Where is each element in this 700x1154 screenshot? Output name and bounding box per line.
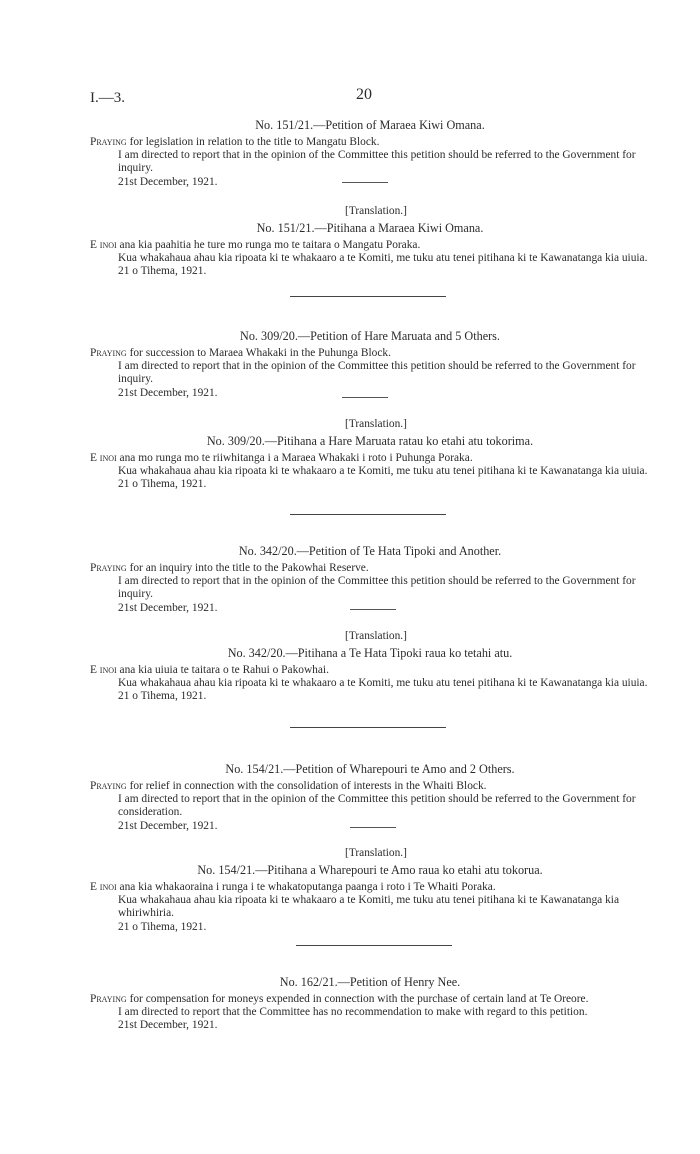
- prayer-lead: Praying: [90, 780, 127, 792]
- translation-date: 21 o Tihema, 1921.: [118, 478, 207, 491]
- divider: [350, 827, 396, 828]
- divider: [342, 182, 388, 183]
- translation-date: 21 o Tihema, 1921.: [118, 690, 207, 703]
- committee-report: I am directed to report that in the opinion of the Committee this petition should be referred to the Government for consideration.: [118, 793, 636, 819]
- translation-prayer: [90, 239, 650, 252]
- parliamentary-paper-ref: I.—3.: [90, 90, 125, 106]
- translation-label: [Translation.]: [345, 418, 407, 430]
- translation-title: No. 154/21.—Pitihana a Wharepouri te Amo raua ko etahi atu tokorua.: [197, 863, 543, 877]
- petition-154-21: [90, 762, 650, 833]
- committee-report: I am directed to report that the Committee has no recommendation to make with regard to this petition.: [118, 1006, 588, 1019]
- report-date: 21st December, 1921.: [118, 386, 218, 399]
- petition-prayer: [90, 347, 650, 360]
- petition-title: No. 151/21.—Petition of Maraea Kiwi Omana.: [255, 118, 485, 132]
- section-divider: [290, 296, 446, 297]
- prayer-text: for succession to Maraea Whakaki in the Puhunga Block.: [126, 347, 391, 359]
- prayer-text: ana kia whakaoraina i runga i te whakatoputanga paanga i roto i Te Whaiti Poraka.: [116, 881, 496, 893]
- section-divider: [296, 945, 452, 946]
- report-date: 21st December, 1921.: [118, 601, 218, 614]
- prayer-text: ana kia paahitia he ture mo runga mo te taitara o Mangatu Poraka.: [116, 239, 421, 251]
- section-divider: [290, 514, 446, 515]
- report-date: 21st December, 1921.: [118, 175, 218, 188]
- committee-report: I am directed to report that in the opinion of the Committee this petition should be referred to the Government for inquiry.: [118, 360, 636, 386]
- translation-342-20: [90, 629, 650, 704]
- translation-date: 21 o Tihema, 1921.: [118, 920, 207, 933]
- translation-title: No. 342/20.—Pitihana a Te Hata Tipoki raua ko tetahi atu.: [227, 646, 513, 660]
- translation-151-21: [90, 204, 650, 279]
- translation-title: No. 309/20.—Pitihana a Hare Maruata ratau ko etahi atu tokorima.: [206, 434, 534, 448]
- prayer-lead: E inoi: [90, 452, 117, 464]
- prayer-lead: Praying: [90, 347, 127, 359]
- translation-label: [Translation.]: [345, 630, 407, 642]
- committee-report: I am directed to report that in the opinion of the Committee this petition should be referred to the Government for inquiry.: [118, 575, 636, 601]
- translation-report: Kua whakahaua ahau kia ripoata ki te whakaaro a te Komiti, me tuku atu tenei pitihana ki te Kawanatanga kia uiuia.: [118, 252, 648, 265]
- prayer-text: for legislation in relation to the title to Mangatu Block.: [126, 136, 380, 148]
- petition-162-21: [90, 975, 650, 1033]
- translation-report: Kua whakahaua ahau kia ripoata ki te whakaaro a te Komiti, me tuku atu tenei pitihana ki te Kawanatanga kia whiriwhiria.: [118, 894, 619, 920]
- petition-title: No. 309/20.—Petition of Hare Maruata and 5 Others.: [240, 329, 500, 343]
- prayer-lead: E inoi: [90, 881, 117, 893]
- prayer-text: ana mo runga mo te riiwhitanga i a Maraea Whakaki i roto i Puhunga Poraka.: [116, 452, 473, 464]
- prayer-lead: E inoi: [90, 664, 117, 676]
- translation-prayer: [90, 452, 650, 465]
- petition-309-20: [90, 329, 650, 400]
- prayer-lead: Praying: [90, 562, 127, 574]
- petition-prayer: [90, 562, 650, 575]
- petition-title: No. 342/20.—Petition of Te Hata Tipoki and Another.: [238, 544, 502, 558]
- petition-151-21: [90, 118, 650, 189]
- divider: [342, 397, 388, 398]
- divider: [350, 609, 396, 610]
- prayer-text: for an inquiry into the title to the Pakowhai Reserve.: [126, 562, 369, 574]
- section-divider: [290, 727, 446, 728]
- translation-title: No. 151/21.—Pitihana a Maraea Kiwi Omana.: [256, 221, 484, 235]
- translation-report: Kua whakahaua ahau kia ripoata ki te whakaaro a te Komiti, me tuku atu tenei pitihana ki te Kawanatanga kia uiuia.: [118, 465, 648, 478]
- translation-309-20: [90, 417, 650, 492]
- committee-report: I am directed to report that in the opinion of the Committee this petition should be referred to the Government for inquiry.: [118, 149, 636, 175]
- translation-prayer: [90, 881, 650, 894]
- translation-154-21: [90, 846, 650, 934]
- prayer-text: for relief in connection with the consolidation of interests in the Whaiti Block.: [126, 780, 487, 792]
- translation-date: 21 o Tihema, 1921.: [118, 265, 207, 278]
- petition-prayer: [90, 780, 650, 793]
- page-number: 20: [356, 86, 372, 103]
- translation-report: Kua whakahaua ahau kia ripoata ki te whakaaro a te Komiti, me tuku atu tenei pitihana ki te Kawanatanga kia uiuia.: [118, 677, 648, 690]
- petition-title: No. 154/21.—Petition of Wharepouri te Amo and 2 Others.: [225, 762, 515, 776]
- translation-label: [Translation.]: [345, 847, 407, 859]
- petition-prayer: [90, 136, 650, 149]
- petition-342-20: [90, 544, 650, 615]
- petition-prayer: [90, 993, 650, 1006]
- prayer-text: ana kia uiuia te taitara o te Rahui o Pakowhai.: [116, 664, 329, 676]
- report-date: 21st December, 1921.: [118, 1019, 218, 1032]
- report-date: 21st December, 1921.: [118, 819, 218, 832]
- petition-title: No. 162/21.—Petition of Henry Nee.: [279, 975, 461, 989]
- prayer-lead: Praying: [90, 136, 127, 148]
- prayer-lead: E inoi: [90, 239, 117, 251]
- prayer-text: for compensation for moneys expended in connection with the purchase of certain land at Te Oreore.: [126, 993, 589, 1005]
- translation-label: [Translation.]: [345, 205, 407, 217]
- translation-prayer: [90, 664, 650, 677]
- prayer-lead: Praying: [90, 993, 127, 1005]
